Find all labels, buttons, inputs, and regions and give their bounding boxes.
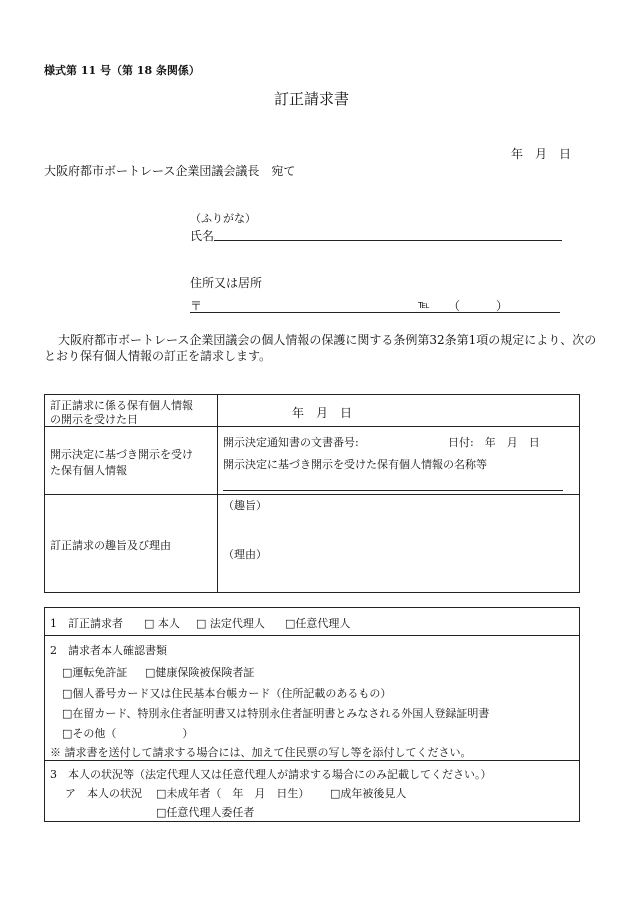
table2-sep-2 bbox=[44, 760, 579, 761]
drivers-license-checkbox[interactable]: □運転免許証 bbox=[62, 666, 128, 679]
mynumber-card-checkbox[interactable]: □個人番号カード又は住民基本台帳カード（住所記載のあるもの） bbox=[62, 687, 392, 700]
requester-voluntary-agent-checkbox[interactable]: □任意代理人 bbox=[285, 617, 351, 630]
notice-number-label: 開示決定通知書の文書番号: bbox=[223, 436, 359, 449]
tel-parens: （ ） bbox=[448, 299, 509, 313]
requester-legal-agent-checkbox[interactable]: □ 法定代理人 bbox=[196, 617, 265, 630]
request-date: 年 月 日 bbox=[511, 147, 572, 161]
other-doc-checkbox[interactable]: □その他（ ） bbox=[62, 727, 194, 740]
form-number: 様式第 11 号（第 18 条関係） bbox=[44, 64, 200, 77]
notice-date-label: 日付: 年 月 日 bbox=[448, 436, 540, 449]
principal-status-sub-label: ア 本人の状況 bbox=[65, 787, 142, 800]
adult-ward-checkbox[interactable]: □成年被後見人 bbox=[330, 787, 407, 800]
statement-line-1: 大阪府都市ボートレース企業団議会の個人情報の保護に関する条例第32条第1項の規定により、次の bbox=[58, 333, 597, 347]
table2-sep-1 bbox=[44, 635, 579, 636]
row1-label-line2: の開示を受けた日 bbox=[50, 413, 138, 426]
disclosed-info-name-field[interactable] bbox=[223, 490, 563, 491]
table1-row-sep-2 bbox=[44, 494, 579, 495]
row2-label-line1: 開示決定に基づき開示を受け bbox=[50, 448, 193, 461]
purpose-label: （趣旨） bbox=[223, 499, 267, 512]
furigana-label: （ふりがな） bbox=[190, 212, 256, 225]
row1-label-line1: 訂正請求に係る保有個人情報 bbox=[50, 399, 193, 412]
disclosure-date[interactable]: 年 月 日 bbox=[292, 406, 353, 420]
reason-label: （理由） bbox=[223, 548, 267, 561]
health-insurance-checkbox[interactable]: □健康保険被保険者証 bbox=[145, 666, 255, 679]
principal-status-label: 3 本人の状況等（法定代理人又は任意代理人が請求する場合にのみ記載してください。） bbox=[50, 768, 492, 781]
disclosed-info-name-label: 開示決定に基づき開示を受けた保有個人情報の名称等 bbox=[223, 458, 487, 471]
row3-label: 訂正請求の趣旨及び理由 bbox=[50, 539, 171, 552]
postal-mark: 〒 bbox=[190, 299, 203, 313]
minor-checkbox[interactable]: □未成年者（ 年 月 日生） bbox=[156, 787, 310, 800]
name-field[interactable] bbox=[214, 240, 562, 241]
tel-label: ℡ bbox=[418, 298, 430, 311]
name-label: 氏名 bbox=[190, 229, 215, 243]
addressee: 大阪府都市ボートレース企業団議会議長 宛て bbox=[44, 164, 296, 178]
requester-label: 1 訂正請求者 bbox=[50, 617, 123, 630]
voluntary-proxy-principal-checkbox[interactable]: □任意代理人委任者 bbox=[156, 806, 255, 819]
table1-divider bbox=[217, 394, 218, 592]
requester-self-checkbox[interactable]: □ 本人 bbox=[144, 617, 180, 630]
row2-label-line2: た保有個人情報 bbox=[50, 464, 127, 477]
id-docs-label: 2 請求者本人確認書類 bbox=[50, 644, 167, 657]
address-field[interactable] bbox=[190, 312, 560, 313]
page-title: 訂正請求書 bbox=[274, 90, 350, 108]
residence-card-checkbox[interactable]: □在留カード、特別永住者証明書又は特別永住者証明書とみなされる外国人登録証明書 bbox=[62, 707, 490, 720]
mail-note: ※ 請求書を送付して請求する場合には、加えて住民票の写し等を添付してください。 bbox=[50, 746, 472, 759]
address-label: 住所又は居所 bbox=[190, 276, 263, 290]
statement-line-2: とおり保有個人情報の訂正を請求します。 bbox=[44, 349, 272, 363]
